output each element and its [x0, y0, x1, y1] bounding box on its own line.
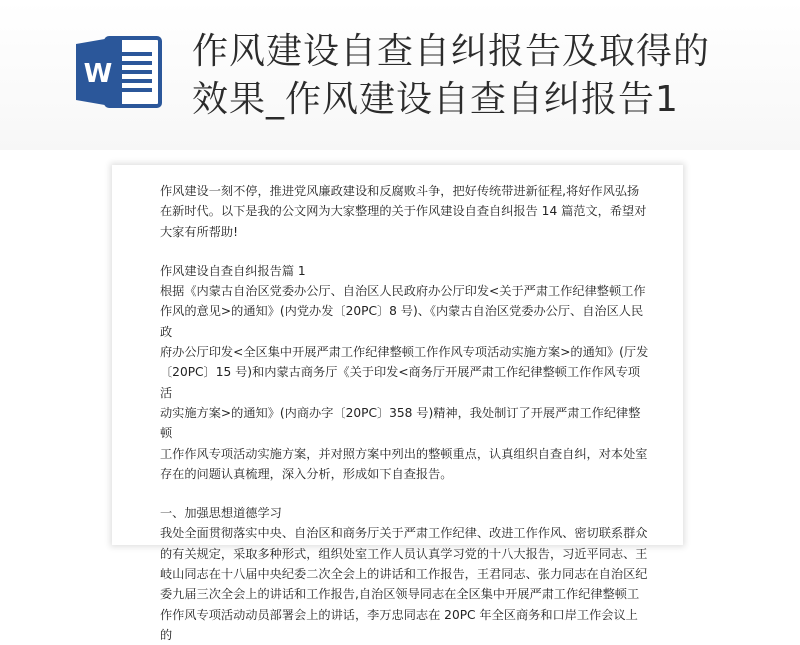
word-document-icon	[76, 34, 166, 110]
document-header	[0, 0, 800, 150]
body-line: 〔20PC〕15 号)和内蒙古商务厅《关于印发<商务厅开展严肃工作纪律整顿工作作风专项活	[160, 365, 641, 400]
body-line: 我处全面贯彻落实中央、自治区和商务厅关于严肃工作纪律、改进工作作风、密切联系群众	[160, 526, 648, 541]
body-line: 存在的问题认真梳理，深入分析，形成如下自查报告。	[160, 466, 453, 481]
title-line-1: 作风建设自查自纠报告及取得的	[192, 31, 711, 72]
intro-line: 作风建设一刻不停，推进党风廉政建设和反腐败斗争，把好传统带进新征程,将好作风弘扬	[160, 184, 640, 198]
document-body	[160, 181, 650, 645]
title-line-2: 效果_作风建设自查自纠报告1	[192, 79, 679, 120]
body-line: 府办公厅印发<全区集中开展严肃工作纪律整顿工作作风专项活动实施方案>的通知》(厅发	[160, 345, 649, 360]
body-line: 委九届三次全会上的讲话和工作报告,自治区领导同志在全区集中开展严肃工作纪律整顿工	[160, 587, 640, 602]
body-line: 岐山同志在十八届中央纪委二次全会上的讲话和工作报告，王君同志、张力同志在自治区纪	[160, 567, 648, 582]
svg-text:W: W	[83, 59, 113, 89]
body-line: 作风的意见>的通知》(内党办发〔20PC〕8 号)、《内蒙古自治区党委办公厅、自治区人民政	[160, 304, 644, 339]
body-line: 动实施方案>的通知》(内商办字〔20PC〕358 号)精神，我处制订了开展严肃工作纪律整顿	[160, 405, 641, 441]
document-title	[192, 28, 752, 124]
intro-line: 在新时代。以下是我的公文网为大家整理的关于作风建设自查自纠报告 14 篇范文，希望对	[160, 204, 647, 219]
body-line: 作作风专项活动动员部署会上的讲话，李万忠同志在 20PC 年全区商务和口岸工作会议上的	[160, 607, 638, 642]
section-heading: 作风建设自查自纠报告篇 1	[160, 263, 306, 278]
section-heading: 一、加强思想道德学习	[160, 506, 282, 521]
body-line: 工作作风专项活动实施方案，并对照方案中列出的整顿重点，认真组织自查自纠，对本处室	[160, 446, 648, 461]
intro-line: 大家有所帮助!	[160, 224, 239, 239]
body-line: 根据《内蒙古自治区党委办公厅、自治区人民政府办公厅印发<关于严肃工作纪律整顿工作	[160, 284, 646, 299]
body-line: 的有关规定，采取多种形式，组织处室工作人员认真学习党的十八大报告，习近平同志、王	[160, 546, 648, 561]
